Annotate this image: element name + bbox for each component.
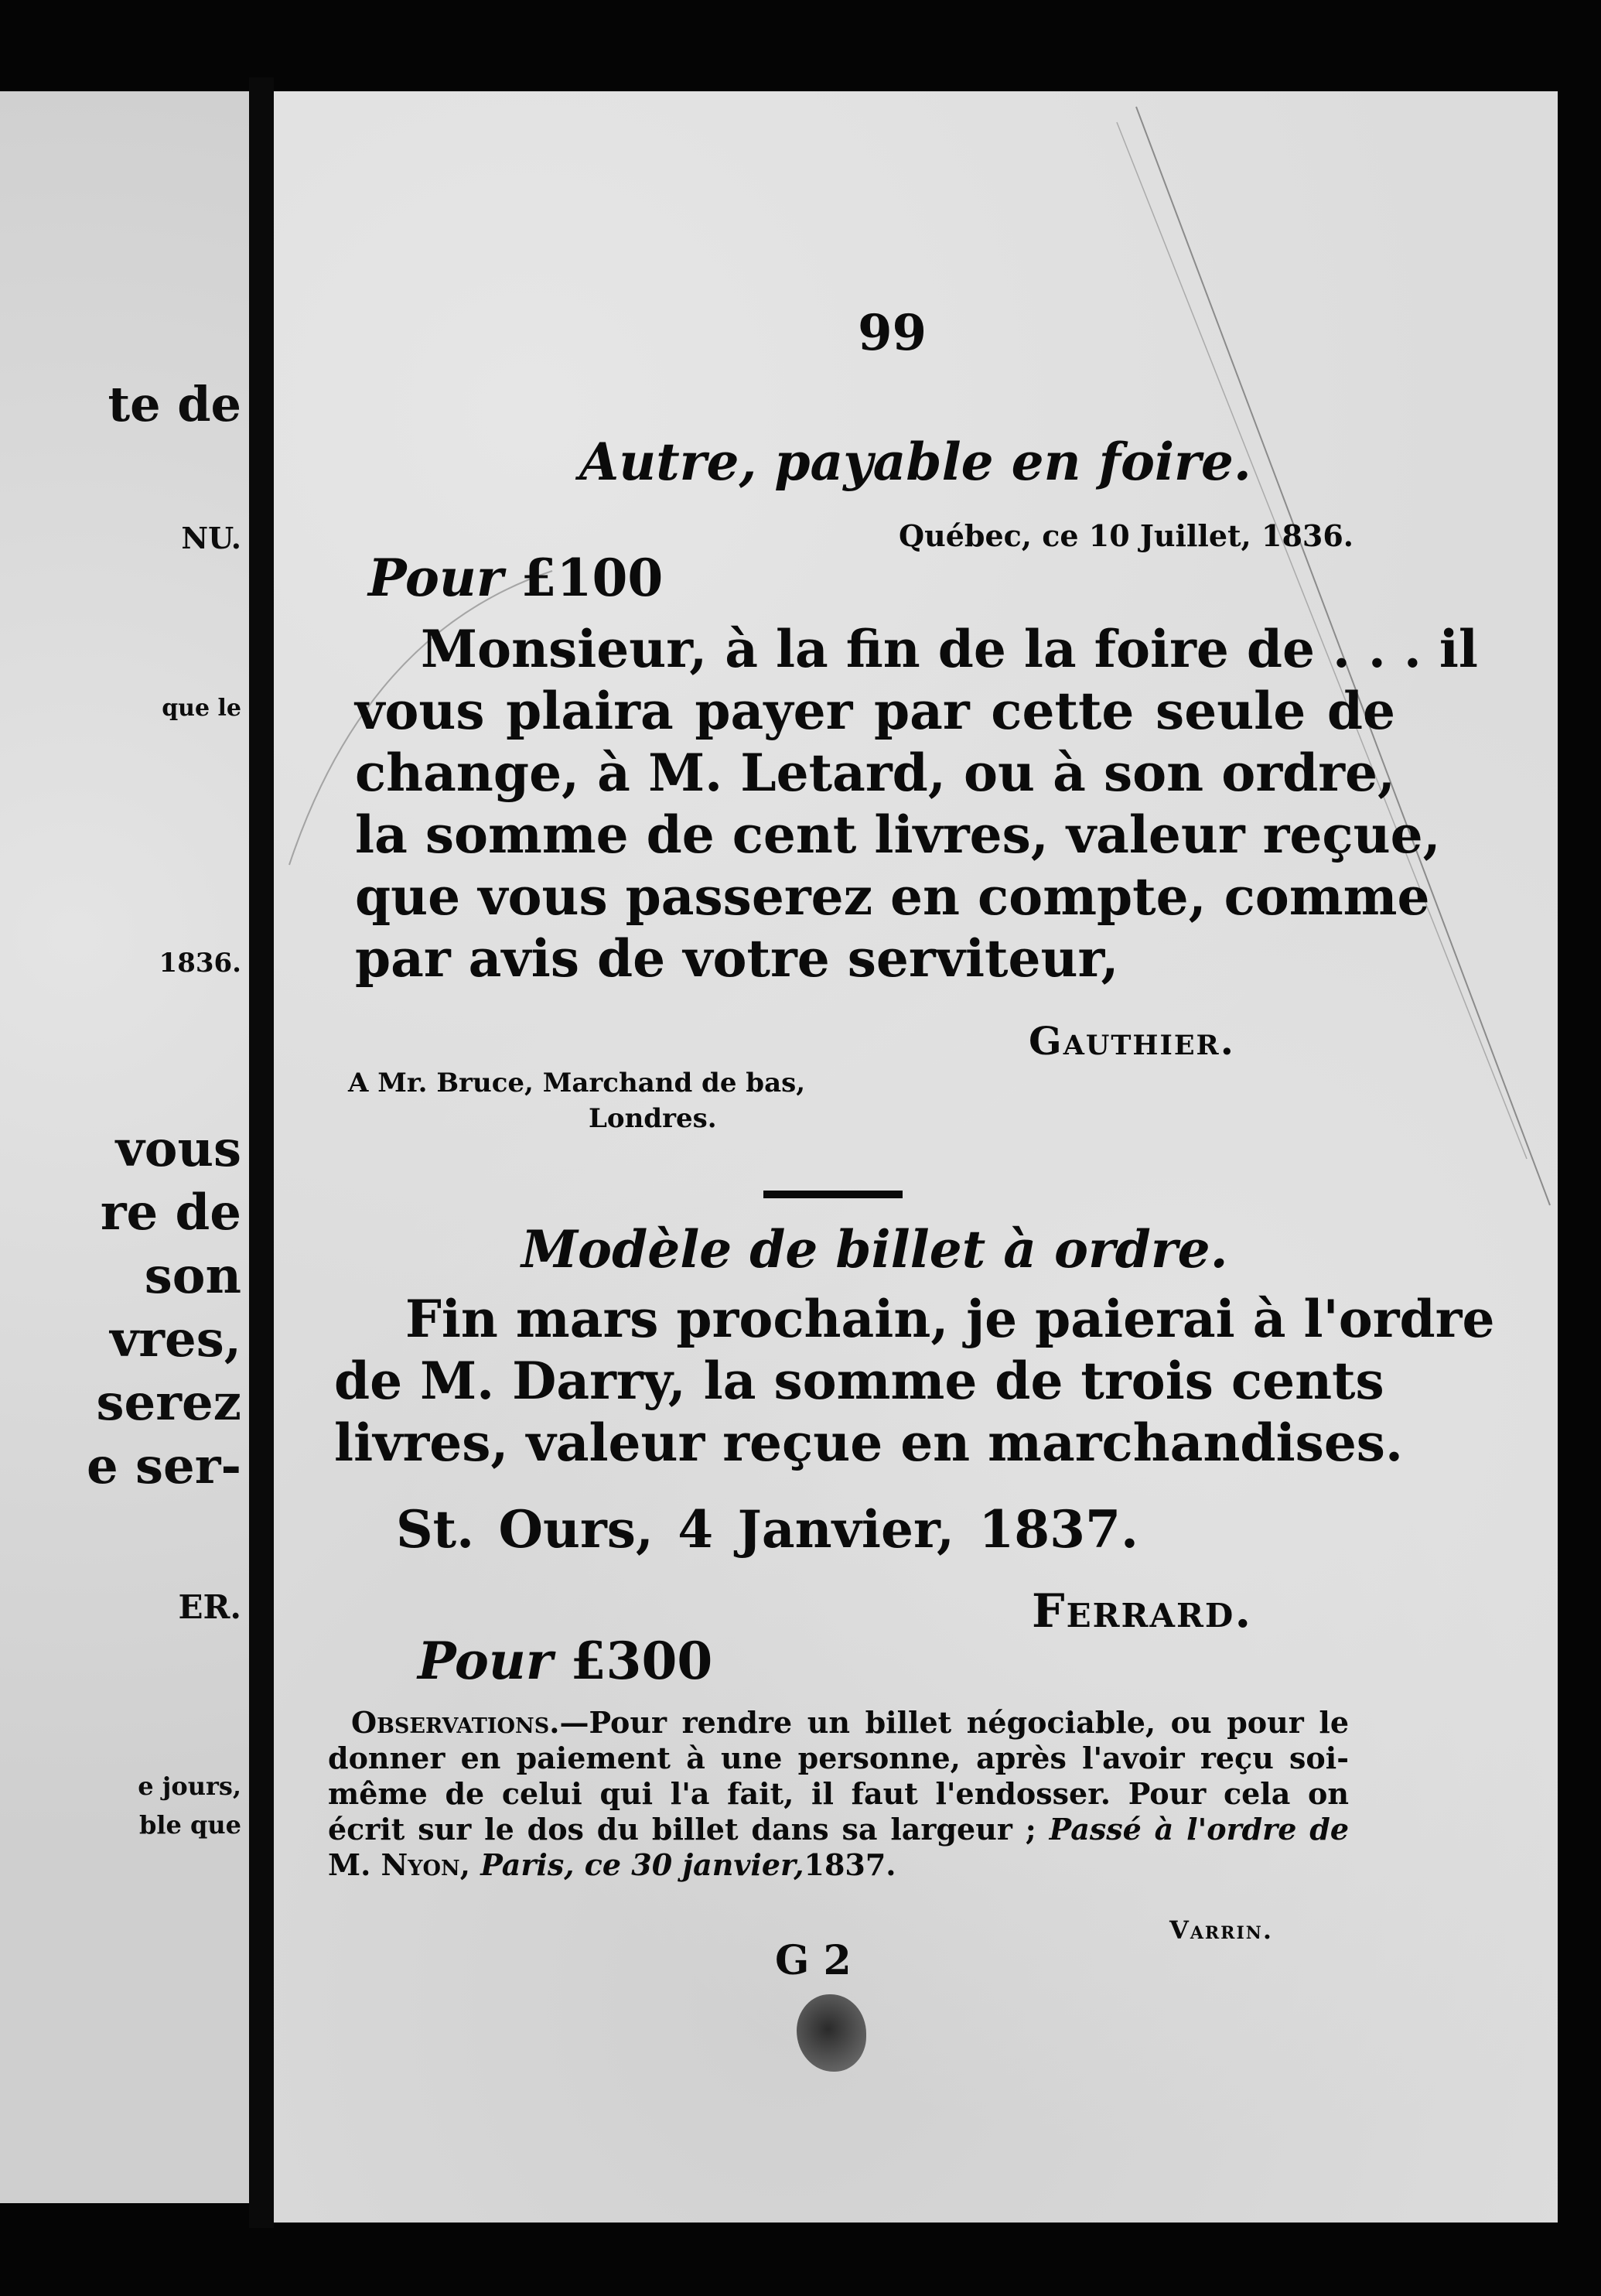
amount-label: Pour [368,548,504,608]
left-fragment: vous [115,1120,241,1178]
ink-stain [797,1994,866,2072]
left-fragment: vres, [110,1310,241,1368]
left-fragment: e ser- [86,1437,241,1495]
amount-value: £300 [570,1631,713,1691]
observations-title: Observations. [351,1705,560,1740]
observations-text: —Pour rendre un billet négociable, ou pour le [559,1705,1349,1740]
observations-date: ce 30 janvier, [584,1847,804,1882]
observations-endorsement: Passé à l'ordre de [1049,1812,1350,1847]
body-line: de M. Darry, la somme de trois cents [334,1351,1384,1411]
body-line: par avis de votre serviteur, [355,928,1119,989]
signature-varrin: Varrin. [1169,1915,1274,1945]
body-line: vous plaira payer par cette seule de [355,681,1395,741]
book-gutter [249,77,274,2228]
left-fragment: ble que [138,1810,241,1840]
observations-name: M. Nyon, [328,1847,470,1882]
amount-line [418,1631,712,1691]
section-divider [763,1191,903,1198]
observations-city: Paris, [480,1847,575,1882]
signature-gauthier: Gauthier. [1029,1018,1236,1064]
left-fragment: NU. [181,521,241,555]
book-page [274,91,1558,2223]
left-fragment: que le [162,695,241,722]
signature-mark: G 2 [775,1937,852,1984]
observations-line: donner en paiement à une personne, après l'avoir reçu soi- [328,1741,1349,1775]
observations-line [328,1847,896,1882]
observations-text: écrit sur le dos du billet dans sa largeur ; [328,1812,1036,1847]
left-fragment: serez [96,1374,241,1432]
place-date: Québec, ce 10 Juillet, 1836. [899,518,1354,553]
observations-line: même de celui qui l'a fait, il faut l'endosser. Pour cela on [328,1776,1349,1811]
body-line: change, à M. Letard, ou à son ordre, [355,743,1395,803]
body-line: que vous passerez en compte, comme [355,866,1430,927]
body-line: Monsieur, à la fin de la foire de . . . il [421,619,1478,679]
left-fragment: son [144,1247,241,1305]
place-date-st-ours: St. Ours, 4 Janvier, 1837. [396,1499,1138,1560]
amount-label: Pour [418,1631,553,1691]
body-line: la somme de cent livres, valeur reçue, [355,805,1441,865]
left-fragment: 1836. [159,948,241,979]
left-fragment: te de [108,376,241,432]
left-fragment: re de [100,1184,241,1242]
amount-line [368,548,663,608]
addressee-city: Londres. [589,1103,717,1134]
paper-crease [274,91,1558,2223]
addressee-line: A Mr. Bruce, Marchand de bas, [348,1068,806,1098]
body-line: Fin mars prochain, je paierai à l'ordre [405,1289,1495,1349]
signature-ferrard: Ferrard. [1032,1584,1253,1638]
observations-line [351,1705,1349,1740]
left-fragment: ER. [178,1588,241,1626]
observations-line [328,1812,1350,1847]
section-heading-payable-en-foire: Autre, payable en foire. [579,432,1251,492]
left-page-fragment [0,91,249,2203]
amount-value: £100 [521,548,664,608]
observations-year: 1837. [804,1847,896,1882]
page-number: 99 [858,304,927,362]
left-fragment: e jours, [138,1772,241,1801]
body-line: livres, valeur reçue en marchandises. [334,1413,1403,1473]
section-heading-billet-a-ordre: Modèle de billet à ordre. [521,1219,1228,1280]
